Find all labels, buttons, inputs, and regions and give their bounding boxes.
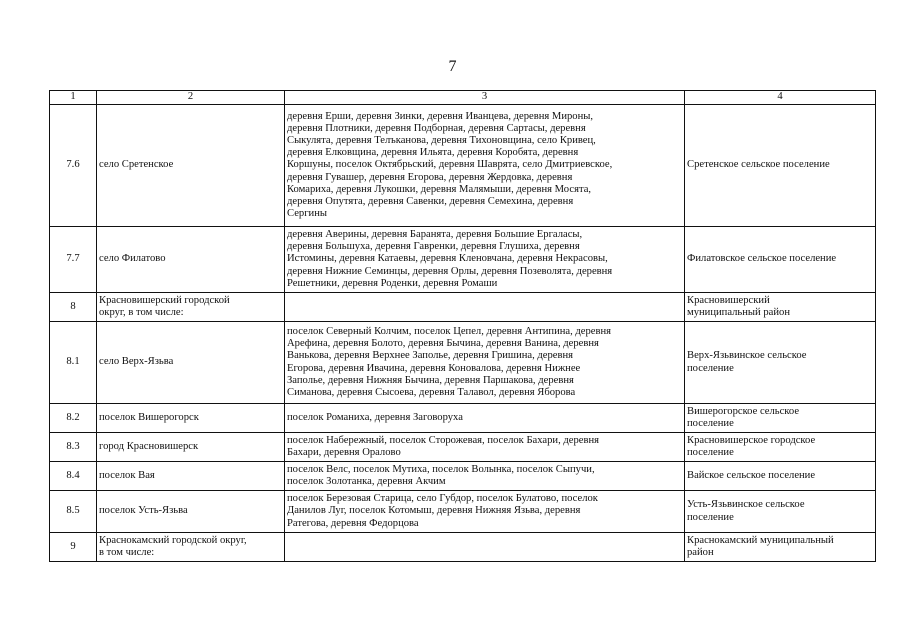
municipality-name-line: поселение	[687, 511, 734, 523]
municipality-name-line: муниципальный район	[687, 307, 790, 318]
settlements-list	[285, 227, 685, 293]
settlements-list-line: Ванькова, деревня Верхнее Заполье, деревня Гришина, деревня	[287, 350, 574, 362]
row-number: 8.2	[50, 404, 97, 433]
settlements-list-line: Сергины	[287, 207, 327, 219]
municipality-name-line: поселение	[687, 362, 734, 374]
municipality-name-line: Усть-Язьвинское сельское	[687, 499, 805, 511]
settlements-list-line: Решетники, деревня Роденки, деревня Ромаши	[287, 277, 498, 289]
table-row	[50, 105, 876, 227]
settlements-list-line: деревня Плотники, деревня Подборная, деревня Сартасы, деревня	[287, 123, 586, 135]
locality-name-line: Краснокамский городской округ,	[99, 534, 247, 546]
locality-name	[97, 433, 285, 462]
municipality-name-line: Краснокамский муниципальный	[687, 534, 834, 546]
row-number: 8.5	[50, 491, 97, 533]
column-header-4: 4	[685, 91, 876, 105]
municipality-name-line: Красновишерское городское	[687, 434, 816, 446]
row-number: 8.3	[50, 433, 97, 462]
settlements-list-line: поселок Золотанка, деревня Акчим	[287, 476, 446, 487]
settlements-list-line: деревня Елковщина, деревня Ильята, деревня Коробята, деревня	[287, 147, 579, 159]
settlements-list-line: деревня Опутята, деревня Савенки, деревня Семехина, деревня	[287, 195, 574, 207]
settlements-list	[285, 491, 685, 533]
settlements-list-line: поселок Березовая Старица, село Губдор, поселок Булатово, поселок	[287, 493, 598, 505]
settlements-list-line: Комариха, деревня Лукошки, деревня Малямыши, деревня Мосята,	[287, 183, 592, 195]
settlements-list-line: деревня Нижние Семинцы, деревня Орлы, деревня Позеволята, деревня	[287, 265, 613, 277]
municipality-name	[685, 322, 876, 404]
table-row	[50, 293, 876, 322]
locality-name-line: округ, в том числе:	[99, 307, 184, 318]
page-number: 7	[448, 58, 457, 75]
settlements-list-line: Егорова, деревня Ивачина, деревня Коновалова, деревня Нижнее	[287, 362, 581, 374]
row-number: 7.7	[50, 227, 97, 293]
locality-name-line: село Филатово	[99, 253, 166, 265]
locality-name-line: поселок Вая	[99, 469, 155, 481]
municipality-name	[685, 105, 876, 227]
settlements-list-line: Заполье, деревня Нижняя Бычина, деревня Паршакова, деревня	[287, 374, 574, 386]
table-row	[50, 462, 876, 491]
settlements-list	[285, 433, 685, 462]
row-number: 9	[50, 533, 97, 562]
locality-name	[97, 462, 285, 491]
settlements-list-line: Арефина, деревня Болото, деревня Бычина, деревня Ванина, деревня	[287, 338, 599, 350]
settlements-list-line: деревня Гувашер, деревня Егорова, деревня Жердовка, деревня	[287, 171, 573, 183]
column-header-3: 3	[285, 91, 685, 105]
table-row	[50, 491, 876, 533]
settlements-list-line: деревня Аверины, деревня Баранята, деревня Большие Ергаласы,	[287, 229, 583, 241]
settlements-list-line: Бахари, деревня Оралово	[287, 447, 401, 458]
locality-name	[97, 404, 285, 433]
settlements-list	[285, 322, 685, 404]
column-header-1: 1	[50, 91, 97, 105]
locality-name	[97, 105, 285, 227]
municipality-name-line: Вайское сельское поселение	[687, 469, 816, 481]
municipality-name	[685, 293, 876, 322]
municipality-name-line: Филатовское сельское поселение	[687, 253, 837, 265]
locality-name	[97, 533, 285, 562]
settlements-list-line: поселок Северный Колчим, поселок Цепел, деревня Антипина, деревня	[287, 326, 612, 338]
settlements-list-line: Сыкулята, деревня Телъканова, деревня Тихоновщина, село Кривец,	[287, 135, 596, 147]
settlements-list	[285, 105, 685, 227]
locality-name-line: село Верх-Язьва	[99, 356, 174, 368]
municipality-name-line: Верх-Язьвинское сельское	[687, 350, 807, 362]
settlements-list-line: Ратегова, деревня Федорцова	[287, 517, 419, 529]
locality-name-line: село Сретенское	[99, 159, 174, 171]
locality-name-line: поселок Усть-Язьва	[99, 505, 188, 517]
locality-name-line: поселок Вишерогорск	[99, 411, 199, 423]
municipality-name-line: Сретенское сельское поселение	[687, 159, 830, 171]
settlements-list	[285, 462, 685, 491]
municipality-name	[685, 433, 876, 462]
municipality-name-line: район	[687, 547, 714, 558]
row-number: 7.6	[50, 105, 97, 227]
locality-name-line: Красновишерский городской	[99, 294, 230, 306]
settlements-list-line: Коршуны, поселок Октябрьский, деревня Шаврята, село Дмитриевское,	[287, 159, 613, 171]
settlements-table	[49, 90, 876, 562]
settlements-list	[285, 293, 685, 322]
locality-name	[97, 293, 285, 322]
table-row	[50, 227, 876, 293]
table-header-row	[50, 91, 876, 105]
row-number: 8.4	[50, 462, 97, 491]
municipality-name-line: поселение	[687, 447, 734, 458]
locality-name-line: в том числе:	[99, 547, 155, 558]
table-row	[50, 322, 876, 404]
municipality-name-line: Вишерогорское сельское	[687, 405, 800, 417]
settlements-list-line: Истомины, деревня Катаевы, деревня Кленовчана, деревня Некрасовы,	[287, 253, 608, 265]
settlements-list-line: поселок Романиха, деревня Заговоруха	[287, 411, 463, 423]
row-number: 8	[50, 293, 97, 322]
locality-name	[97, 491, 285, 533]
municipality-name	[685, 491, 876, 533]
municipality-name	[685, 404, 876, 433]
settlements-list-line: Данилов Луг, поселок Котомыш, деревня Нижняя Язьва, деревня	[287, 505, 581, 517]
settlements-list-line: деревня Ерши, деревня Зинки, деревня Иванцева, деревня Мироны,	[287, 111, 594, 123]
row-number: 8.1	[50, 322, 97, 404]
municipality-name-line: Красновишерский	[687, 294, 770, 306]
municipality-name	[685, 533, 876, 562]
table-row	[50, 404, 876, 433]
settlements-list	[285, 533, 685, 562]
locality-name-line: город Красновишерск	[99, 440, 199, 452]
settlements-list	[285, 404, 685, 433]
settlements-list-line: деревня Большуха, деревня Гавренки, деревня Глушиха, деревня	[287, 241, 580, 253]
table-row	[50, 533, 876, 562]
column-header-2: 2	[97, 91, 285, 105]
locality-name	[97, 227, 285, 293]
settlements-list-line: поселок Набережный, поселок Сторожевая, поселок Бахари, деревня	[287, 434, 600, 446]
settlements-list-line: Симанова, деревня Сысоева, деревня Талавол, деревня Яборова	[287, 386, 576, 398]
locality-name	[97, 322, 285, 404]
table-row	[50, 433, 876, 462]
municipality-name	[685, 462, 876, 491]
municipality-name	[685, 227, 876, 293]
settlements-list-line: поселок Велс, поселок Мутиха, поселок Волынка, поселок Сыпучи,	[287, 463, 595, 475]
municipality-name-line: поселение	[687, 418, 734, 429]
